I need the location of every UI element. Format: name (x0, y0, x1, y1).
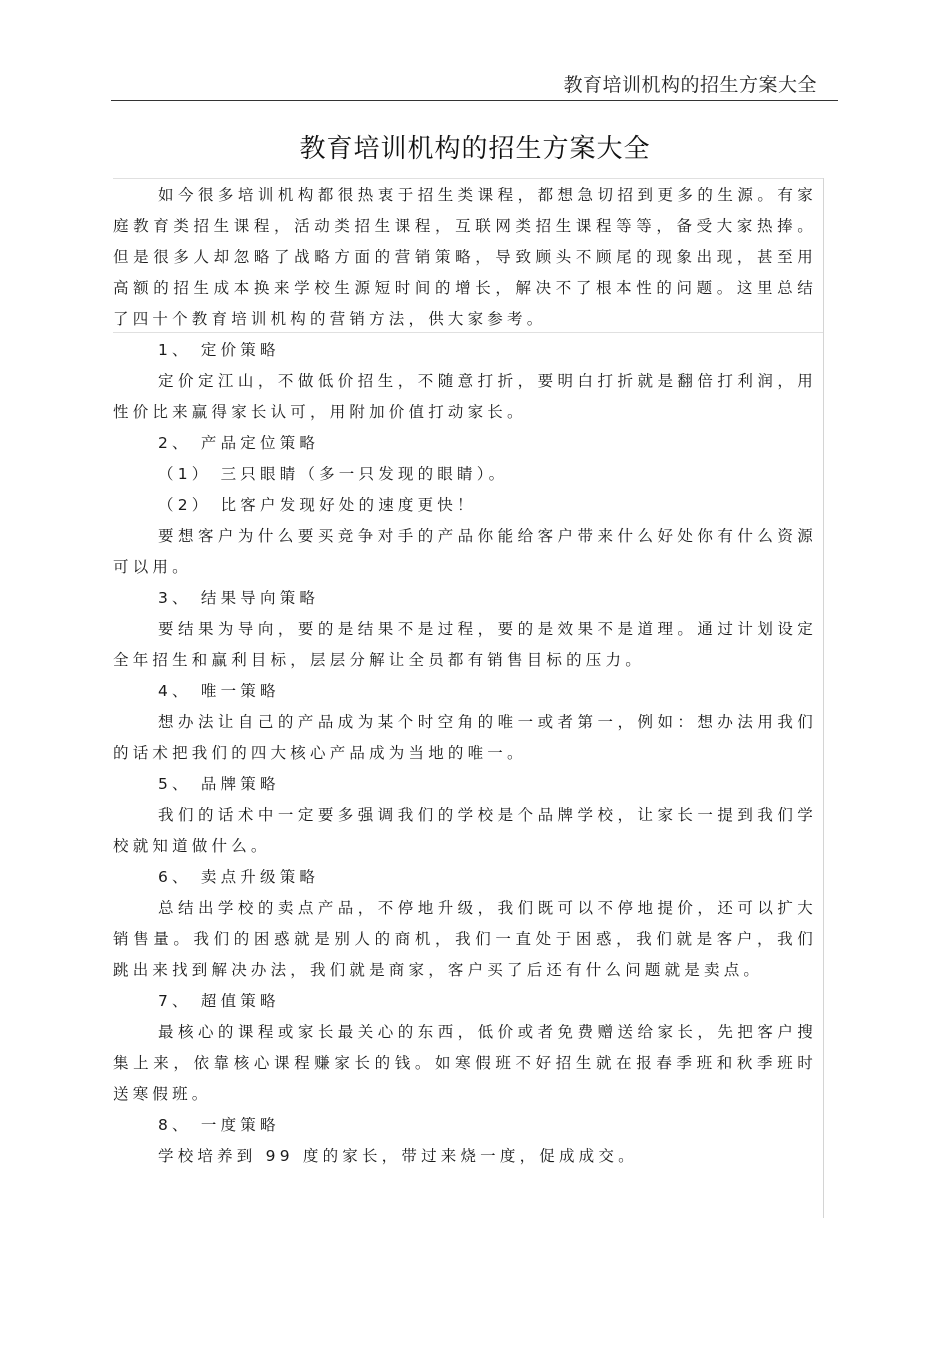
section-heading-5: 5、 品牌策略 (158, 775, 280, 793)
section-paragraph-3: 要结果为导向，要的是结果不是过程，要的是效果不是道理。通过计划设定全年招生和赢利目标，层层分解让全员都有销售目标的压力。 (113, 620, 817, 669)
intro-paragraph: 如今很多培训机构都很热衷于招生类课程，都想急切招到更多的生源。有家庭教育类招生课程，活动类招生课程，互联网类招生课程等等，备受大家热捧。但是很多人却忽略了战略方面的营销策略，导致顾头不顾尾的现象出现，甚至用高额的招生成本换来学校生源短时间的增长，解决不了根本性的问题。这里总结了四十个教育培训机构的营销方法，供大家参考。 (113, 186, 817, 328)
section-heading-2: 2、 产品定位策略 (158, 434, 320, 452)
sub-item-2: （2） 比客户发现好处的速度更快！ (158, 496, 477, 514)
section-heading-6: 6、 卖点升级策略 (158, 868, 320, 886)
section-paragraph-6: 总结出学校的卖点产品，不停地升级，我们既可以不停地提价，还可以扩大销售量。我们的困惑就是别人的商机，我们一直处于困惑，我们就是客户，我们跳出来找到解决办法，我们就是商家，客户买了后还有什么问题就是卖点。 (113, 899, 817, 979)
frame-top-line (113, 178, 823, 179)
section-heading-3: 3、 结果导向策略 (158, 589, 320, 607)
section-heading-1: 1、 定价策略 (158, 341, 280, 359)
document-title: 教育培训机构的招生方案大全 (299, 134, 651, 164)
section-paragraph-5: 我们的话术中一定要多强调我们的学校是个品牌学校，让家长一提到我们学校就知道做什么。 (113, 806, 817, 855)
document-body (113, 180, 817, 1172)
section-paragraph-4: 想办法让自己的产品成为某个时空角的唯一或者第一，例如：想办法用我们的话术把我们的四大核心产品成为当地的唯一。 (113, 713, 817, 762)
sub-item-1: （1） 三只眼睛（多一只发现的眼睛）。 (158, 465, 509, 483)
section-paragraph-1: 定价定江山，不做低价招生，不随意打折，要明白打折就是翻倍打利润，用性价比来赢得家长认可，用附加价值打动家长。 (113, 372, 817, 421)
section-paragraph-2: 要想客户为什么要买竞争对手的产品你能给客户带来什么好处你有什么资源可以用。 (113, 527, 817, 576)
running-header: 教育培训机构的招生方案大全 (563, 74, 817, 96)
frame-right-line (823, 178, 824, 1218)
header-rule (111, 100, 838, 101)
section-heading-4: 4、 唯一策略 (158, 682, 280, 700)
section-paragraph-8: 学校培养到 99 度的家长，带过来烧一度，促成成交。 (158, 1147, 638, 1165)
section-paragraph-7: 最核心的课程或家长最关心的东西，低价或者免费赠送给家长，先把客户搜集上来，依靠核心课程赚家长的钱。如寒假班不好招生就在报春季班和秋季班时送寒假班。 (113, 1023, 817, 1103)
section-heading-7: 7、 超值策略 (158, 992, 280, 1010)
section-heading-8: 8、 一度策略 (158, 1116, 280, 1134)
